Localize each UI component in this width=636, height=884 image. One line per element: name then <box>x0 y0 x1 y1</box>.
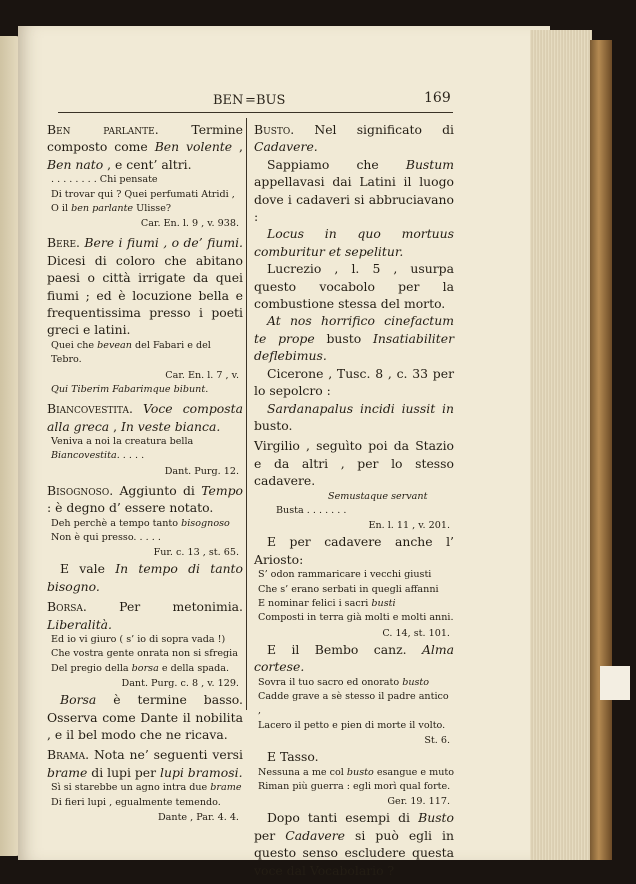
paper-tab <box>600 666 630 700</box>
quoted-verse-line: Del pregio della borsa e della spada. <box>51 662 230 674</box>
citation: St. 6. <box>424 735 450 747</box>
quoted-verse-line: Busta . . . . . . . <box>276 504 347 516</box>
right-column <box>254 118 454 879</box>
paragraph: Brama. Nota ne’ seguenti versi brame di lupi per lupi bramosi. <box>47 747 243 780</box>
page-stack-edges <box>530 30 592 860</box>
running-head-separator: = <box>245 93 256 108</box>
running-head-right: BUS <box>256 93 286 108</box>
paragraph: Borsa. Per metonimia. Liberalità. <box>47 599 243 632</box>
page-number: 169 <box>424 90 451 106</box>
quoted-verse-line: Ed io vi giuro ( s’ io di sopra vada !) <box>51 633 226 645</box>
column-divider <box>246 118 247 710</box>
paragraph: Lucrezio , l. 5 , usurpa questo vocabolo per la combustione stessa del morto. <box>254 261 454 312</box>
quoted-verse-line: Sovra il tuo sacro ed onorato busto <box>258 676 430 688</box>
quoted-verse-line: . . . . . . . . Chi pensate <box>51 174 158 186</box>
paragraph: Dopo tanti esempi di Busto per Cadavere si può egli in questo senso escludere questa voce dal Vocabolario ? <box>254 810 454 878</box>
quoted-verse-line: Composti in terra già molti e molti anni. <box>258 612 454 624</box>
paragraph: Busto. Nel significato di Cadavere. <box>254 122 454 155</box>
book-spine <box>590 40 612 860</box>
citation: Dante , Par. 4. 4. <box>157 812 239 824</box>
quoted-verse-line: Che vostra gente onrata non si sfregia <box>51 648 238 660</box>
paragraph: Locus in quo mortuus comburitur et sepelitur. <box>254 226 454 259</box>
quoted-verse-line: O il ben parlante Ulisse? <box>51 203 172 215</box>
citation: Car. En. l. 7 , v. <box>165 369 239 381</box>
paragraph: Cicerone , Tusc. 8 , c. 33 per lo sepolcro : <box>254 365 454 399</box>
paragraph: Bere. Bere i fiumi , o de’ fiumi. Dicesi di coloro che abitano paesi o città irrigate da quei fiumi ; ed è locuzione bella e frequentissima presso i poeti greci e latini. <box>47 235 243 338</box>
citation: Ger. 19. 117. <box>387 796 450 808</box>
citation: C. 14, st. 101. <box>382 627 450 639</box>
quoted-verse-line: Di fieri lupi , egualmente temendo. <box>51 796 221 808</box>
quoted-verse-line: S’ odon rammaricare i vecchi giusti <box>258 569 432 581</box>
header-rule <box>58 112 453 113</box>
quoted-verse-line: Semustaque servant <box>328 490 428 502</box>
quoted-verse-line: E nominar felici i sacri busti <box>258 597 396 609</box>
citation: Fur. c. 13 , st. 65. <box>153 547 239 559</box>
quoted-verse-line: Cadde grave a sè stesso il padre antico , <box>258 691 449 717</box>
quoted-verse-line: Lacero il petto e pien di morte il volto. <box>258 719 446 731</box>
running-head-left: BEN <box>213 93 244 108</box>
paragraph: At nos horrifico cinefactum te prope busto Insatiabiliter deflebimus. <box>254 313 454 364</box>
citation: Dant. Purg. 12. <box>164 465 239 477</box>
paragraph: E vale In tempo di tanto bisogno. <box>47 561 243 594</box>
left-column <box>47 118 243 825</box>
citation: Dant. Purg. c. 8 , v. 129. <box>121 678 239 690</box>
paragraph: E Tasso. <box>267 749 319 765</box>
quoted-verse-line: Riman più guerra : egli morì qual forte. <box>258 781 451 793</box>
quoted-verse-line: Non è qui presso. . . . . <box>51 531 161 543</box>
quoted-verse-line: Qui Tiberim Fabarimque bibunt. <box>51 383 209 395</box>
quoted-verse-line: Nessuna a me col busto esangue e muto <box>258 766 455 778</box>
quoted-verse-line: Biancovestita. . . . . <box>51 450 145 462</box>
quoted-verse-line: Deh perchè a tempo tanto bisognoso <box>51 517 230 529</box>
paragraph: Bisognoso. Aggiunto di Tempo : è degno d’ essere notato. <box>47 482 243 516</box>
quoted-verse-line: Di trovar qui ? Quei perfumati Atridi , <box>51 188 235 200</box>
quoted-verse-line: Che s’ erano serbati in quegli affanni <box>258 583 439 595</box>
quoted-verse-line: Quei che bevean del Fabari e del Tebro. <box>51 339 211 366</box>
paragraph: Borsa è termine basso. Osserva come Dante il nobilita , e il bel modo che ne ricava. <box>47 692 243 742</box>
quoted-verse-line: Veniva a noi la creatura bella <box>51 435 194 447</box>
citation: Car. En. l. 9 , v. 938. <box>140 218 239 230</box>
paragraph: Biancovestita. Voce composta alla greca , In veste bianca. <box>47 401 243 434</box>
paragraph: Sardanapalus incidi iussit in busto. <box>254 400 454 433</box>
paragraph: Ben parlante. Termine composto come Ben volente , Ben nato , e cent’ altri. <box>47 122 243 172</box>
paragraph: Virgilio , seguìto poi da Stazio e da altri , per lo stesso cadavere. <box>254 438 454 489</box>
citation: En. l. 11 , v. 201. <box>368 520 450 532</box>
paragraph: Sappiamo che Bustum appellavasi dai Latini il luogo dove i cadaveri si abbruciavano : <box>254 156 454 225</box>
paragraph: E il Bembo canz. Alma cortese. <box>254 641 454 675</box>
paragraph: E per cadavere anche l’ Ariosto: <box>254 534 454 567</box>
quoted-verse-line: Sì si starebbe un agno intra due brame <box>51 782 242 794</box>
